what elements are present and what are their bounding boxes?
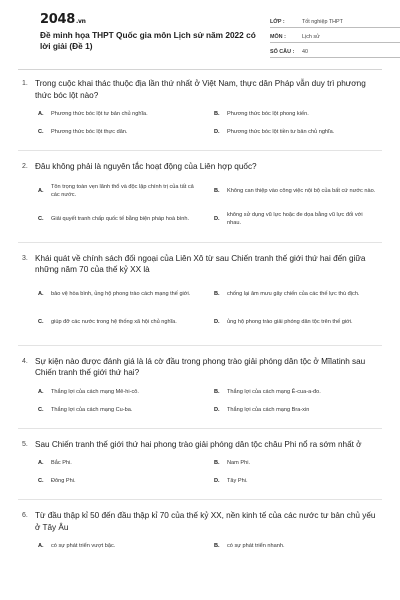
meta-subject [270,28,400,43]
question-4 [18,356,382,429]
meta-key: SỐ CÂU : [270,49,295,55]
question-text: Đâu không phải là nguyên tắc hoạt động của Liên hợp quốc? [35,162,257,171]
question-number: 5. [22,440,28,448]
question-number: 1. [22,80,28,87]
exam-meta [270,13,400,58]
option-a[interactable]: A. bảo vệ hòa bình, ủng hộ phong trào cách mạng thế giới. [38,290,191,297]
question-text: Khái quát về chính sách đối ngoại của Liên Xô từ sau Chiến tranh thế giới thứ hai đến giữa những năm 70 của thế kỷ XX là [35,253,366,274]
site-logo[interactable]: 2048.vn [40,12,86,27]
meta-key: LỚP : [270,19,285,25]
meta-class [270,13,400,28]
option-c[interactable]: C. Thắng lợi của cách mạng Cu-ba. [38,406,133,413]
options [18,285,382,341]
options [18,459,382,495]
option-c[interactable]: C. Phương thức bóc lột thực dân. [38,129,128,135]
options [18,182,382,238]
question-divider [18,499,382,500]
question-number: 3. [22,254,28,262]
options [18,388,382,424]
options [18,110,382,146]
option-a[interactable]: A. có sự phát triển vượt bậc. [38,543,116,549]
meta-value: 40 [302,49,308,55]
meta-value: Lịch sử [302,34,320,40]
exam-title: Đề minh họa THPT Quốc gia môn Lịch sử năm 2022 có lời giải (Đề 1) [40,30,256,51]
option-b[interactable]: B. Thắng lợi của cách mạng Ê-cua-a-đo. [214,388,321,395]
question-number: 2. [22,163,28,170]
question-divider [18,150,382,151]
question-text: Sự kiện nào được đánh giá là lá cờ đầu trong phong trào giải phóng dân tộc ở Mĩlatinh sau Chiến tranh thế giới thứ hai? [35,356,366,377]
question-divider [18,428,382,429]
question-divider [18,242,382,243]
option-a[interactable]: A. Phương thức bóc lột tư bản chủ nghĩa. [38,111,148,117]
option-c[interactable]: C. Đông Phi. [38,478,76,484]
meta-key: MÔN : [270,34,286,40]
option-a[interactable]: A. Thắng lợi của cách mạng Mê-hi-cô. [38,388,139,395]
question-6 [18,510,382,560]
question-text: Sau Chiến tranh thế giới thứ hai phong trào giải phóng dân tộc châu Phi nổ ra sớm nhất ở [35,439,362,449]
option-a[interactable]: A. Tôn trọng toàn vẹn lãnh thổ và độc lập chính trị của tất cả các nước. [38,183,194,198]
option-d[interactable]: D. ủng hộ phong trào giải phóng dân tộc trên thế giới. [214,318,353,325]
option-b[interactable]: B. Nam Phi. [214,460,251,466]
question-number: 4. [22,357,28,365]
meta-value: Tốt nghiệp THPT [302,19,343,25]
question-list [18,78,382,560]
option-b[interactable]: B. chống lại âm mưu gây chiến của các thế lực thù địch. [214,290,360,297]
question-text: Trong cuộc khai thác thuộc địa lần thứ nhất ở Việt Nam, thực dân Pháp vẫn duy trì phương thức bóc lột nào? [35,79,366,100]
option-c[interactable]: C. Giải quyết tranh chấp quốc tế bằng biện pháp hoà bình. [38,215,190,222]
options [18,542,382,560]
question-text: Từ đầu thập kỉ 50 đến đầu thập kỉ 70 của thế kỷ XX, nền kinh tế của các nước tư bản chủ yếu ở Tây Âu [35,511,376,532]
option-d[interactable]: D. Phương thức bóc lột tiền tư bản chủ nghĩa. [214,129,335,135]
option-d[interactable]: D. Tây Phi. [214,478,248,484]
question-2 [18,161,382,243]
question-1 [18,78,382,151]
option-d[interactable]: D. Thắng lợi của cách mạng Bra-xin [214,406,310,413]
option-d[interactable]: D. không sử dụng vũ lực hoặc đe dọa bằng vũ lực đối với nhau. [214,211,363,226]
question-divider [18,345,382,346]
question-3 [18,253,382,346]
option-a[interactable]: A. Bắc Phi. [38,460,72,466]
question-5 [18,439,382,501]
option-b[interactable]: B. có sự phát triển nhanh. [214,543,285,549]
option-c[interactable]: C. giúp đỡ các nước trong hệ thống xã hội chủ nghĩa. [38,318,177,325]
header [18,0,382,66]
header-divider [18,69,382,70]
question-number: 6. [22,512,28,519]
meta-question-count [270,43,400,58]
option-b[interactable]: B. Phương thức bóc lột phong kiến. [214,111,309,117]
option-b[interactable]: B. Không can thiệp vào công việc nội bộ của bất cứ nước nào. [214,187,376,194]
